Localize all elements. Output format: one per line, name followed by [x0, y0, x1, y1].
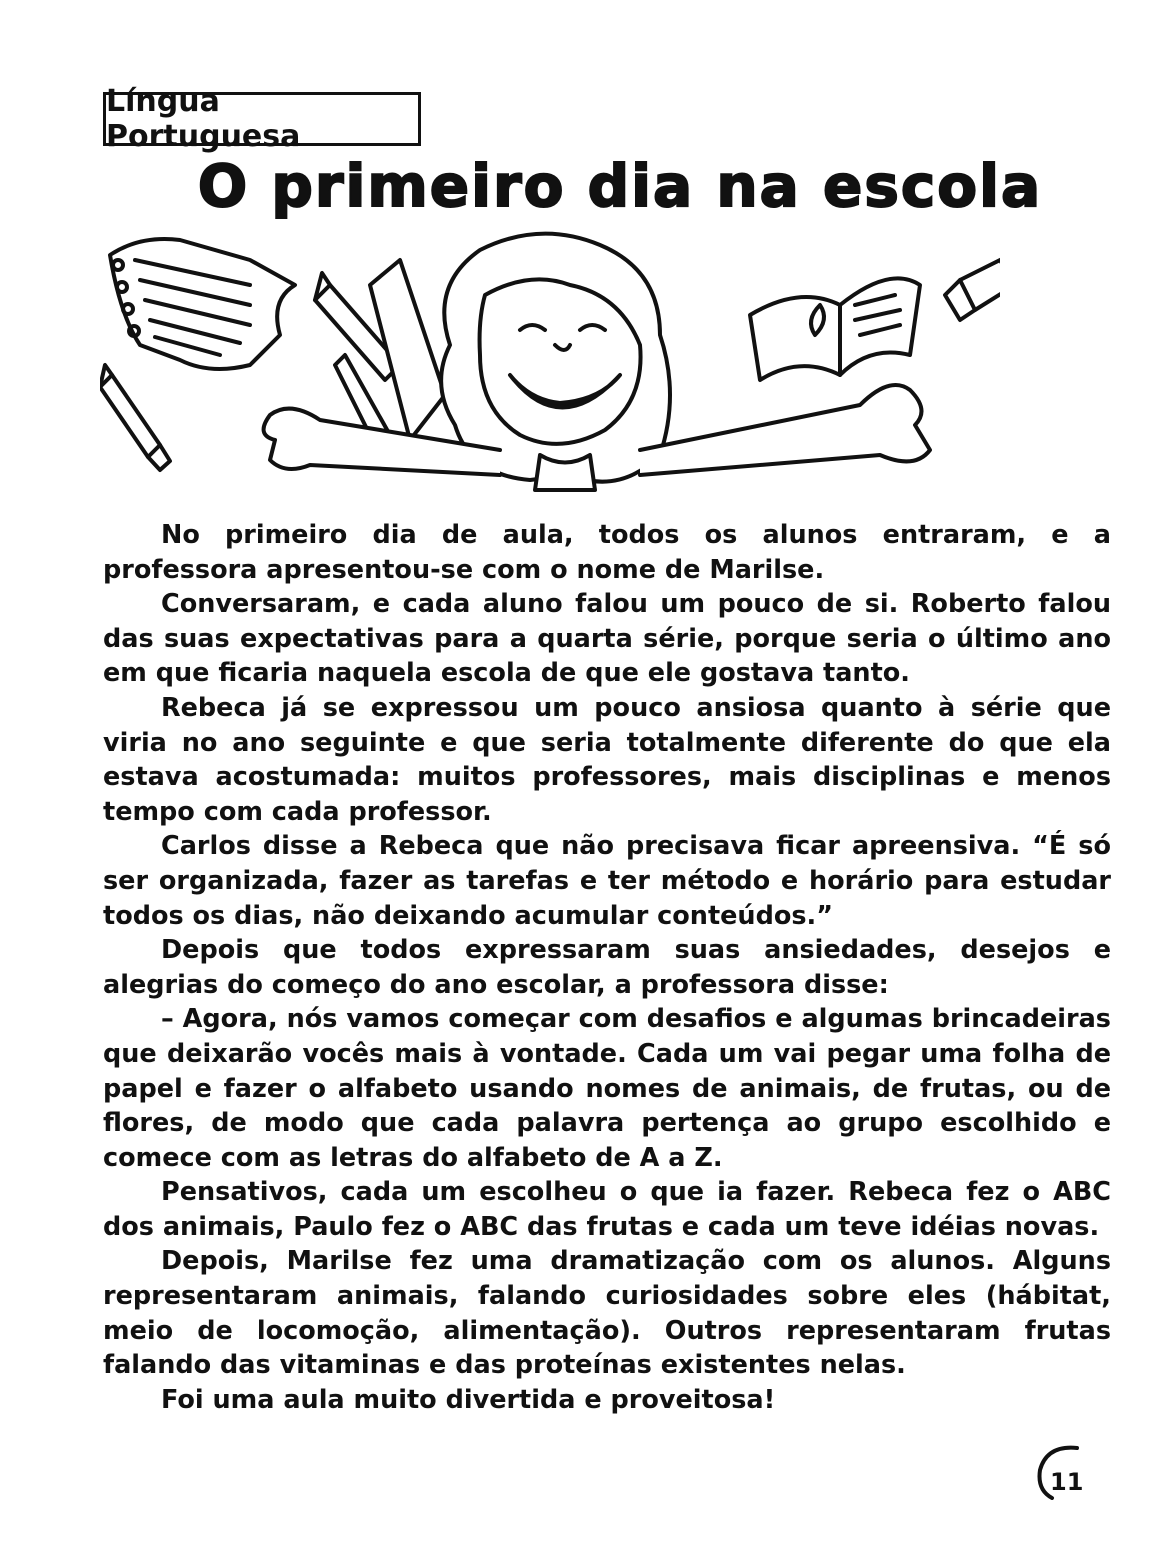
letter-a: A	[639, 1142, 660, 1173]
paragraph-5: Depois que todos expressaram suas ansiedades, desejos e alegrias do começo do ano escolar, a professora disse:	[103, 935, 1111, 1000]
paragraph-7-text-e: das frutas e cada um teve idéias novas.	[518, 1211, 1100, 1242]
paragraph-6-connector: a	[659, 1142, 695, 1173]
page-title: O primeiro dia na escola	[197, 152, 1043, 220]
notebook-paper-icon	[110, 239, 295, 369]
paragraph-7-text-c: dos animais, Paulo fez o	[103, 1211, 461, 1242]
letter-z: Z	[694, 1142, 713, 1173]
paragraph-6-end: .	[712, 1142, 723, 1173]
subject-label	[103, 84, 421, 154]
eraser-icon	[945, 260, 1000, 320]
story-text	[103, 518, 1111, 1417]
girl-with-school-supplies-illustration	[100, 225, 1000, 515]
abc-animals: ABC	[1053, 1177, 1111, 1208]
paragraph-6	[103, 1002, 1111, 1175]
paragraph-6-text: – Agora, nós vamos começar com desafios e algumas brincadeiras que deixarão vocês mais à vontade. Cada um vai pegar uma folha de papel e fazer o alfabeto usando nomes de animais, de frutas, ou de flores, de modo que cada palavra pertença ao grupo escolhido e comece com as letras do alfabeto de	[103, 1004, 1111, 1173]
paragraph-4: Carlos disse a Rebeca que não precisava ficar apreensiva. “É só ser organizada, fazer as tarefas e ter método e horário para estudar todos os dias, não deixando acumular conteúdos.”	[103, 831, 1111, 931]
abc-fruits: ABC	[460, 1211, 519, 1242]
page-number	[1032, 1440, 1092, 1500]
paragraph-9: Foi uma aula muito divertida e proveitosa!	[161, 1384, 776, 1415]
paragraph-8: Depois, Marilse fez uma dramatização com os alunos. Alguns representaram animais, falando curiosidades sobre eles (hábitat, meio de locomoção, alimentação). Outros representaram frutas falando das vitaminas e das proteínas existentes nelas.	[103, 1246, 1111, 1381]
right-arm-icon	[640, 385, 930, 475]
paragraph-1: No primeiro dia de aula, todos os alunos entraram, e a professora apresentou-se com o nome de Marilse.	[103, 520, 1111, 585]
paragraph-3: Rebeca já se expressou um pouco ansiosa quanto à série que viria no ano seguinte e que seria totalmente diferente do que ela estava acostumada: muitos professores, mais disciplinas e menos tempo com cada professor.	[103, 692, 1111, 827]
subject-text: Língua Portuguesa	[106, 84, 301, 154]
paragraph-2: Conversaram, e cada aluno falou um pouco de si. Roberto falou das suas expectativas para a quarta série, porque seria o último ano em que ficaria naquela escola de que ele gostava tanto.	[103, 589, 1111, 689]
pencils-icon	[315, 260, 445, 445]
pencil-icon	[100, 365, 170, 470]
paragraph-7	[103, 1175, 1111, 1244]
page-number-text: 11	[1050, 1468, 1084, 1496]
open-book-icon	[750, 278, 920, 380]
paragraph-7-text-a: Pensativos, cada um escolheu o que ia fazer. Rebeca fez o	[161, 1177, 1054, 1208]
